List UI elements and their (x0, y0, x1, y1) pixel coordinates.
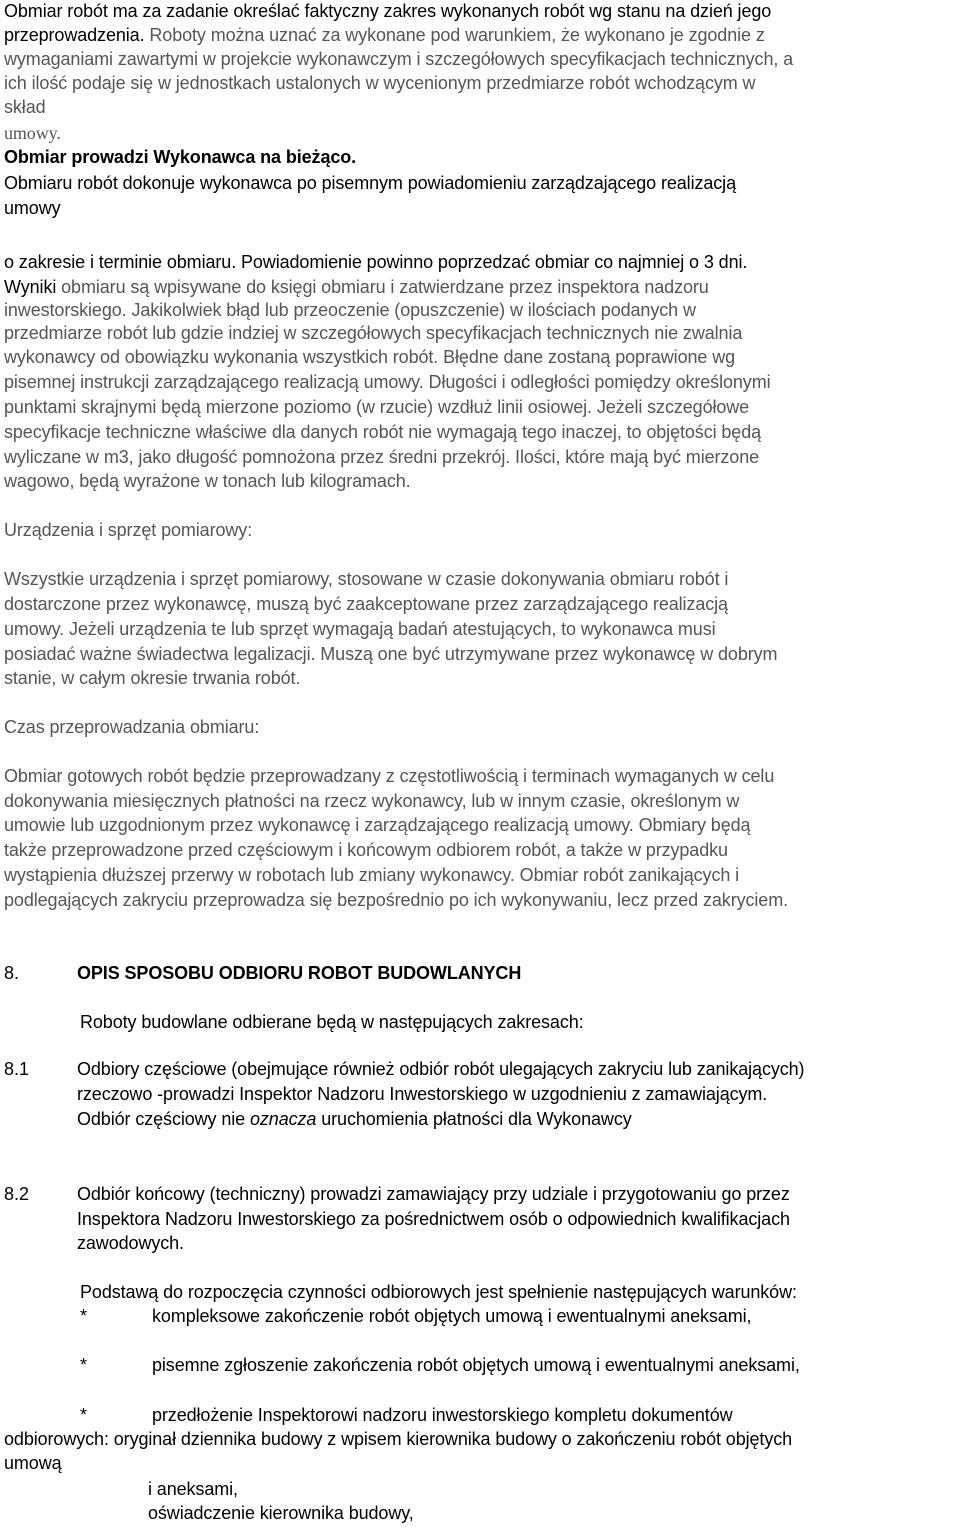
text-line: pisemnej instrukcji zarządzającego realizacją umowy. Długości i odległości pomiędzy określonymi (4, 372, 771, 392)
text-line: Inspektora Nadzoru Inwestorskiego za pośrednictwem osób o odpowiednich kwalifikacjach (77, 1209, 790, 1229)
text-line: umowy. (4, 123, 61, 143)
text-line: Wszystkie urządzenia i sprzęt pomiarowy, stosowane w czasie dokonywania obmiaru robót i (4, 569, 729, 589)
text-span: Roboty można uznać za wykonane pod warunkiem, że wykonano je zgodnie z (144, 25, 765, 45)
text-line: umowy. Jeżeli urządzenia te lub sprzęt wymagają badań atestujących, to wykonawca musi (4, 619, 716, 639)
bullet-asterisk: * (80, 1355, 88, 1375)
text-line: umowie lub uzgodnionym przez wykonawcę i zarządzającego realizacją umowy. Obmiary będą (4, 815, 751, 835)
text-line: przedmiarze robót lub gdzie indziej w szczegółowych specyfikacjach technicznych nie zwalnia (4, 323, 743, 343)
text-line (77, 1108, 632, 1130)
text-line: umowy (4, 198, 61, 218)
text-line: umową (4, 1453, 62, 1473)
text-line: dokonywania miesięcznych płatności na rzecz wykonawcy, lub w innym czasie, określonym w (4, 791, 740, 811)
text-line (4, 24, 765, 46)
text-span: Odbiór częściowy nie (77, 1109, 250, 1129)
text-line: punktami skrajnymi będą mierzone poziomo (w rzucie) wzdłuż linii osiowej. Jeżeli szczegółowe (4, 397, 750, 417)
text-line: o zakresie i terminie obmiaru. Powiadomienie powinno poprzedzać obmiar co najmniej o 3 dni. (4, 252, 748, 272)
text-line: zawodowych. (77, 1233, 184, 1253)
text-line (4, 276, 709, 298)
text-line: specyfikacje techniczne właściwe dla danych robót nie wymagają tego inaczej, to objętości będą (4, 422, 762, 442)
text-line: wykonawcy od obowiązku wykonania wszystkich robót. Błędne dane zostaną poprawione wg (4, 347, 736, 367)
text-line (4, 299, 696, 321)
section-intro: Roboty budowlane odbierane będą w następujących zakresach: (80, 1012, 584, 1032)
text-span: Jakikolwiek błąd lub przeoczenie (opuszczenie) w ilościach podanych w (126, 300, 696, 320)
text-line: dostarczone przez wykonawcę, muszą być zaakceptowane przez zarządzającego realizacją (4, 594, 728, 614)
text-line: odbiorowych: oryginał dziennika budowy z wpisem kierownika budowy o zakończeniu robót objętych (4, 1429, 793, 1449)
list-item: kompleksowe zakończenie robót objętych umową i ewentualnymi aneksami, (152, 1306, 752, 1326)
text-line: także przeprowadzone przed częściowym i końcowym odbiorem robót, a także w przypadku (4, 840, 728, 860)
text-line: Odbiory częściowe (obejmujące również odbiór robót ulegających zakryciu lub zanikających) (77, 1059, 805, 1079)
item-number: 8.1 (4, 1059, 30, 1079)
section-heading: Czas przeprowadzania obmiaru: (4, 717, 260, 737)
text-line: i aneksami, (148, 1479, 238, 1499)
text-line: oświadczenie kierownika budowy, (148, 1503, 414, 1523)
text-span: Wyniki (4, 277, 57, 297)
text-line: wagowo, będą wyrażone w tonach lub kilogramach. (4, 471, 411, 491)
text-span-italic: oznacza (249, 1109, 317, 1129)
text-line: Obmiar robót ma za zadanie określać faktyczny zakres wykonanych robót wg stanu na dzień jego (4, 1, 772, 21)
bullet-asterisk: * (80, 1405, 88, 1425)
bullet-asterisk: * (80, 1306, 88, 1326)
text-line: podlegających zakryciu przeprowadza się bezpośrednio po ich wykonywaniu, lecz przed zakryciem. (4, 890, 788, 910)
text-line: posiadać ważne świadectwa legalizacji. Muszą one być utrzymywane przez wykonawcę w dobrym (4, 644, 778, 664)
text-line: wyliczane w m3, jako długość pomnożona przez średni przekrój. Ilości, które mają być mierzone (4, 447, 760, 467)
text-span: przeprowadzenia. (4, 25, 145, 45)
text-span: inwestorskiego. (4, 300, 127, 320)
section-number: 8. (4, 963, 20, 983)
text-span: uruchomienia płatności dla Wykonawcy (316, 1109, 632, 1129)
text-line: wystąpienia dłuższej przerwy w robotach lub zmiany wykonawcy. Obmiar robót zanikających i (4, 865, 740, 885)
text-line: Obmiar gotowych robót będzie przeprowadzany z częstotliwością i terminach wymaganych w celu (4, 766, 775, 786)
text-line: wymaganiami zawartymi w projekcie wykonawczym i szczegółowych specyfikacjach technicznych, a (4, 49, 794, 69)
text-line: rzeczowo -prowadzi Inspektor Nadzoru Inwestorskiego w uzgodnieniu z zamawiającym. (77, 1084, 768, 1104)
list-item: przedłożenie Inspektorowi nadzoru inwestorskiego kompletu dokumentów (152, 1405, 733, 1425)
conditions-intro: Podstawą do rozpoczęcia czynności odbiorowych jest spełnienie następujących warunków: (80, 1282, 797, 1302)
text-line: skład (4, 97, 46, 117)
section-heading: Urządzenia i sprzęt pomiarowy: (4, 520, 253, 540)
text-line: Odbiór końcowy (techniczny) prowadzi zamawiający przy udziale i przygotowaniu go przez (77, 1184, 790, 1204)
text-line: Obmiaru robót dokonuje wykonawca po pisemnym powiadomieniu zarządzającego realizacją (4, 173, 736, 193)
text-line-bold: Obmiar prowadzi Wykonawca na bieżąco. (4, 147, 357, 167)
list-item: pisemne zgłoszenie zakończenia robót objętych umową i ewentualnymi aneksami, (152, 1355, 800, 1375)
text-span: obmiaru są wpisywane do księgi obmiaru i zatwierdzane przez inspektora nadzoru (56, 277, 709, 297)
section-title: OPIS SPOSOBU ODBIORU ROBOT BUDOWLANYCH (77, 963, 522, 983)
item-number: 8.2 (4, 1184, 30, 1204)
text-line: stanie, w całym okresie trwania robót. (4, 668, 301, 688)
text-line: ich ilość podaje się w jednostkach ustalonych w wycenionym przedmiarze robót wchodzącym w (4, 73, 756, 93)
